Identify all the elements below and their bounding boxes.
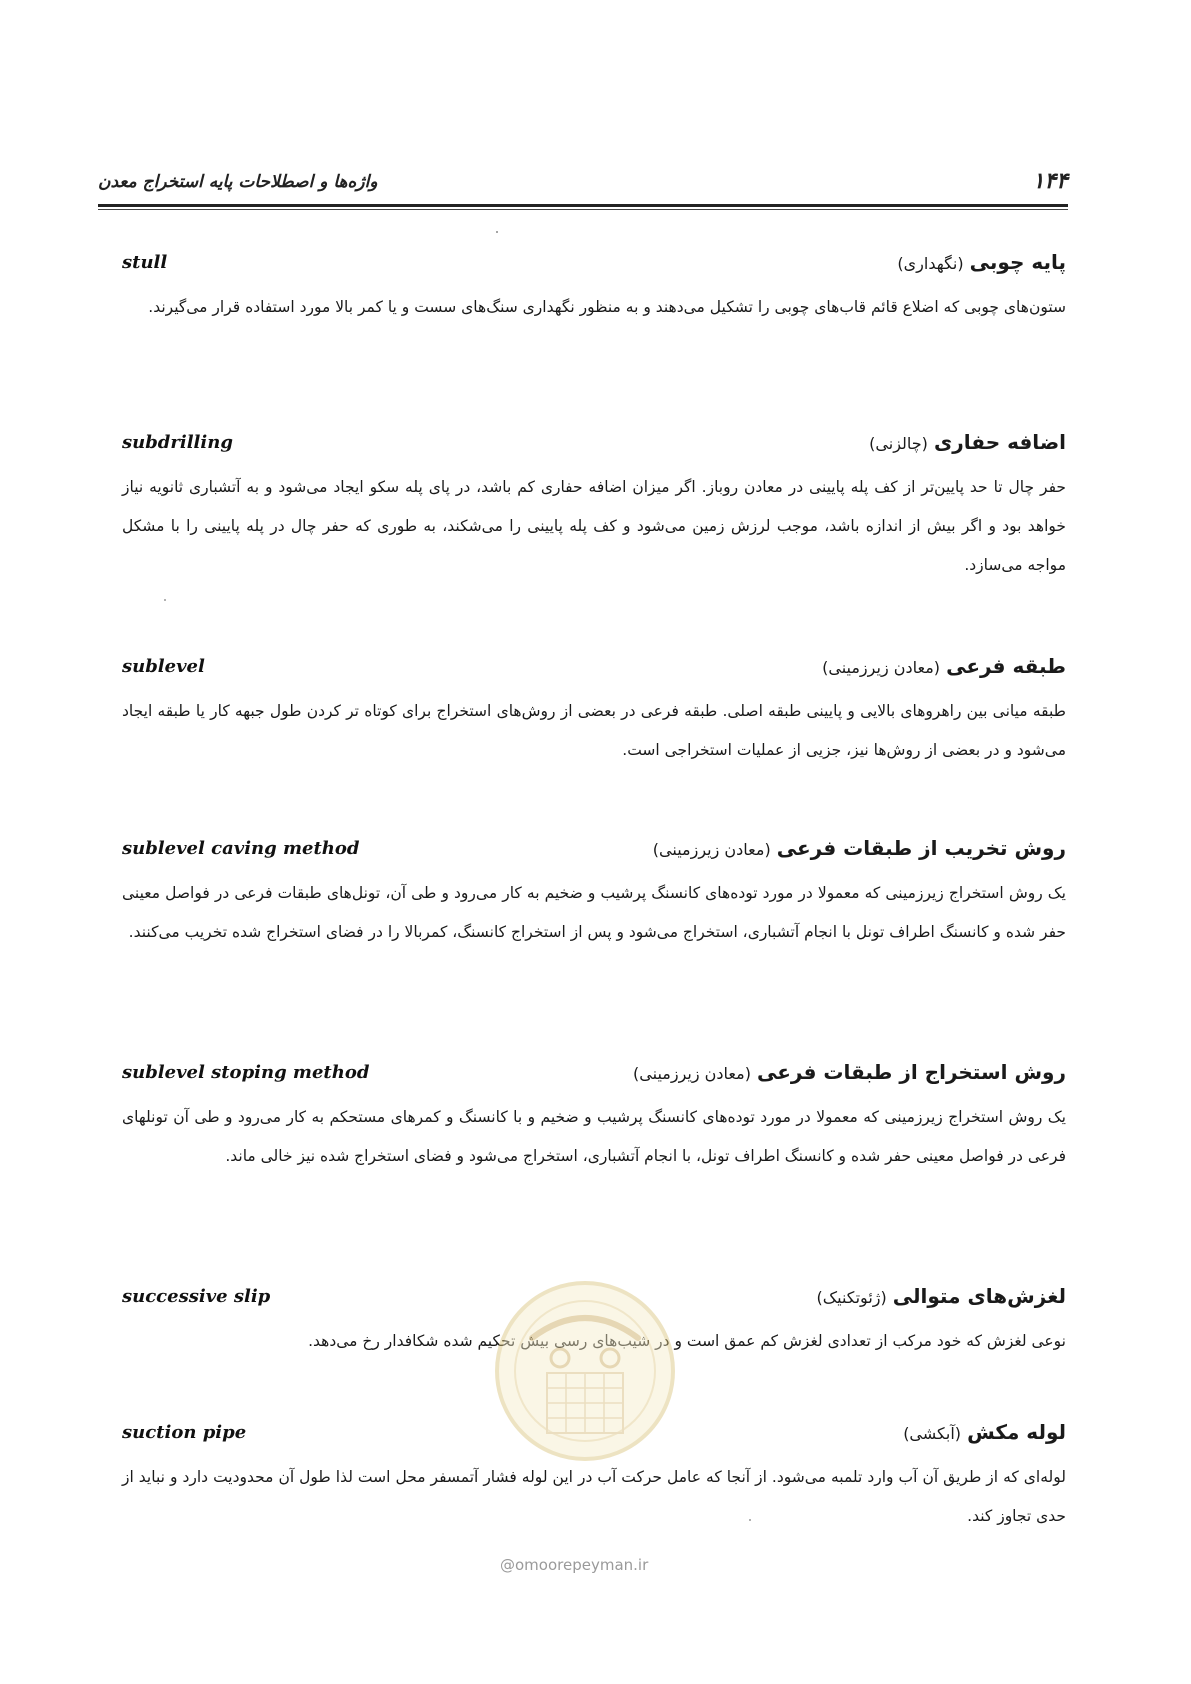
category-label: (معادن زیرزمینی) <box>633 1064 751 1083</box>
persian-term: روش استخراج از طبقات فرعی (معادن زیرزمینی) <box>633 1060 1066 1084</box>
definition-text: یک روش استخراج زیرزمینی که معمولا در مورد توده‌های کانسنگ پرشیب و ضخیم به کار می‌رود و طی آن، تونل‌های طبقات فرعی در فواصل معینی حفر شده و کانسنگ اطراف تونل با انجام آتشباری، استخراج می‌شود و پس از استخراج کانسنگ، کمربالا را در فضای استخراج شده تخریب می‌کنند. <box>122 884 1066 941</box>
watermark-url: @omoorepeyman.ir <box>500 1556 649 1574</box>
category-label: (آبکشی) <box>903 1424 962 1443</box>
category-label: (نگهداری) <box>897 254 964 273</box>
persian-term: لغزش‌های متوالی (ژئوتکنیک) <box>816 1284 1066 1308</box>
english-term: sublevel caving method <box>122 838 360 859</box>
definition-text: حفر چال تا حد پایین‌تر از کف پله پایینی در معادن روباز. اگر میزان اضافه حفاری کم باشد، در پای پله سکو ایجاد می‌شود و به آتشباری ثانویه نیاز خواهد بود و اگر بیش از اندازه باشد، موجب لرزش زمین می‌شود و کف پله پایینی را می‌شکند، به طوری که حفر چال در پله پایینی را با مشکل مواجه می‌سازد. <box>122 478 1066 574</box>
category-label: (چالزنی) <box>869 434 928 453</box>
persian-term: پایه چوبی (نگهداری) <box>897 250 1066 274</box>
persian-term: لوله مکش (آبکشی) <box>903 1420 1066 1444</box>
category-label: (معادن زیرزمینی) <box>822 658 941 677</box>
persian-term: طبقه فرعی (معادن زیرزمینی) <box>822 654 1066 678</box>
definition-text: لوله‌ای که از طریق آن آب وارد تلمبه می‌شود. از آنجا که عامل حرکت آب در این لوله فشار آتمسفر محل است لذا طول آن محدودیت دارد و نباید از حدی تجاوز کند. <box>122 1468 1066 1525</box>
book-title: واژه‌ها و اصطلاحات پایه استخراج معدن <box>98 172 378 192</box>
definition-text: ستون‌های چوبی که اضلاع قائم قاب‌های چوبی را تشکیل می‌دهند و به منظور نگهداری سنگ‌های سست و یا کمر بالا مورد استفاده قرار می‌گیرند. <box>148 298 1066 316</box>
english-term: sublevel <box>122 656 205 677</box>
english-term: sublevel stoping method <box>122 1062 370 1083</box>
persian-term: روش تخریب از طبقات فرعی (معادن زیرزمینی) <box>652 836 1066 860</box>
english-term: suction pipe <box>122 1422 247 1443</box>
category-label: (معادن زیرزمینی) <box>652 840 771 859</box>
persian-term: اضافه حفاری (چالزنی) <box>869 430 1066 454</box>
page-number: ۱۴۴ <box>1032 168 1068 194</box>
definition-text: طبقه میانی بین راهروهای بالایی و پایینی طبقه اصلی. طبقه فرعی در بعضی از روش‌های استخراج برای کوتاه تر کردن طول جبهه کار یا طبقه ایجاد می‌شود و در بعضی از روش‌ها نیز، جزیی از عملیات استخراجی است. <box>122 702 1066 759</box>
category-label: (ژئوتکنیک) <box>816 1288 887 1307</box>
english-term: stull <box>122 252 168 273</box>
english-term: subdrilling <box>122 432 233 453</box>
english-term: successive slip <box>122 1286 271 1307</box>
definition-text: یک روش استخراج زیرزمینی که معمولا در مورد توده‌های کانسنگ پرشیب و ضخیم و با کانسنگ و کمرهای مستحکم به کار می‌رود و طی آن تونلهای فرعی در فواصل معینی حفر شده و کانسنگ اطراف تونل، با انجام آتشباری، استخراج می‌شود و فضای استخراج شده نیز خالی ماند. <box>122 1108 1066 1165</box>
definition-text: نوعی لغزش که خود مرکب از تعدادی لغزش کم عمق است و در شیب‌های رسی بیش تحکیم شده شکافدار رخ می‌دهد. <box>308 1332 1066 1350</box>
